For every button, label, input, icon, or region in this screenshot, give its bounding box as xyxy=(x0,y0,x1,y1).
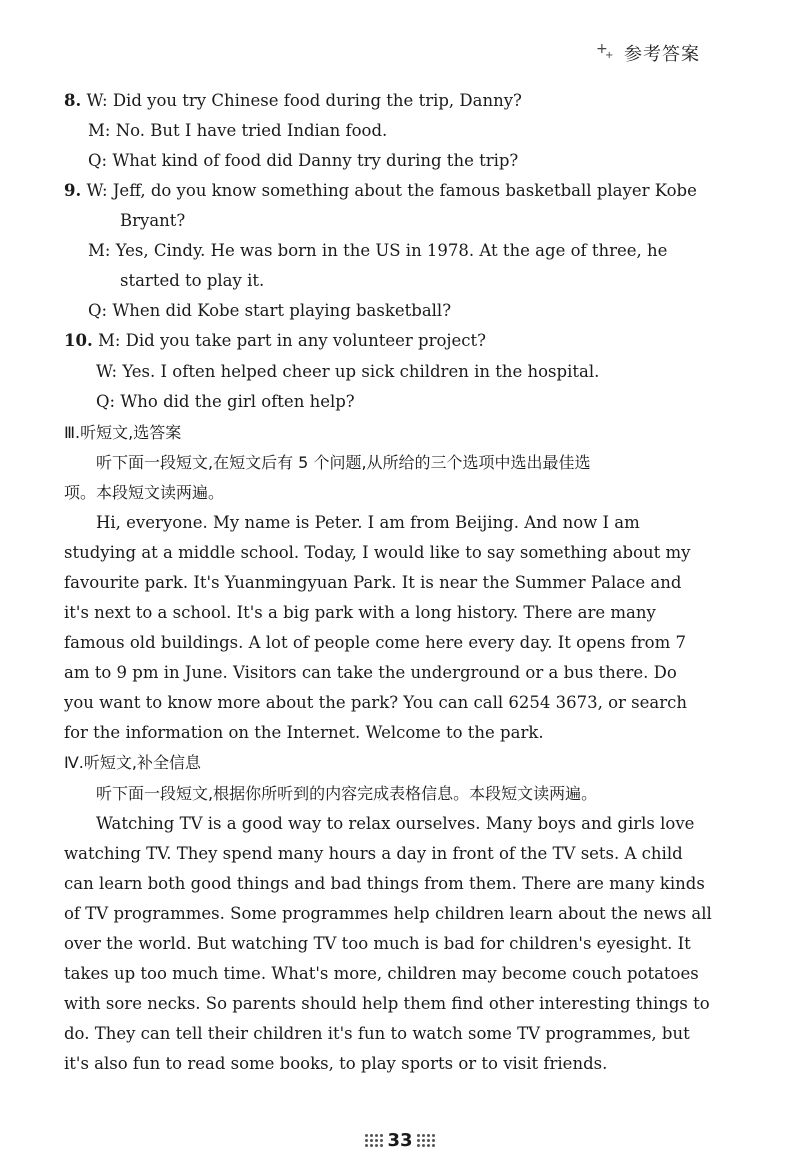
page-header xyxy=(596,40,700,66)
dialogue-9-q: Q: When did Kobe start playing basketball? xyxy=(88,301,452,320)
dialogue-number: 8. xyxy=(64,91,82,110)
dialogue-9-m: M: Yes, Cindy. He was born in the US in 1978. At the age of three, he xyxy=(88,241,668,260)
dialogue-9-w xyxy=(64,183,697,200)
section-4-passage-line: can learn both good things and bad things from them. There are many kinds xyxy=(64,874,705,893)
section-3-passage-line: favourite park. It's Yuanmingyuan Park. It is near the Summer Palace and xyxy=(64,573,682,592)
section-3-passage-line: am to 9 pm in June. Visitors can take the underground or a bus there. Do xyxy=(64,663,677,682)
dots-ornament-icon xyxy=(417,1134,435,1147)
section-4-passage-line: over the world. But watching TV too much is bad for children's eyesight. It xyxy=(64,934,691,953)
dialogue-10-q: Q: Who did the girl often help? xyxy=(96,392,355,411)
dialogue-8-q: Q: What kind of food did Danny try during the trip? xyxy=(88,151,519,170)
dialogue-10-m xyxy=(64,333,486,350)
section-4-passage-line: Watching TV is a good way to relax ourselves. Many boys and girls love xyxy=(96,814,695,833)
dialogue-8-w xyxy=(64,93,522,110)
section-3-passage-line: studying at a middle school. Today, I would like to say something about my xyxy=(64,543,691,562)
dialogue-number: 10. xyxy=(64,331,93,350)
section-4-passage-line: of TV programmes. Some programmes help children learn about the news all xyxy=(64,904,712,923)
section-3-instruction: 听下面一段短文,在短文后有 5 个问题,从所给的三个选项中选出最佳选 xyxy=(96,453,591,472)
dialogue-9-w-cont: Bryant? xyxy=(120,211,186,230)
header-title: 参考答案 xyxy=(624,44,700,65)
dialogue-text: M: Did you take part in any volunteer project? xyxy=(97,331,486,350)
section-3-passage-line: for the information on the Internet. Welcome to the park. xyxy=(64,723,544,742)
page-number: 33 xyxy=(387,1130,413,1151)
dialogue-9-m-cont: started to play it. xyxy=(120,271,265,290)
dialogue-text: W: Did you try Chinese food during the trip, Danny? xyxy=(86,91,522,110)
dialogue-number: 9. xyxy=(64,181,82,200)
section-3-instruction-cont: 项。本段短文读两遍。 xyxy=(64,483,225,502)
section-4-passage-line: with sore necks. So parents should help them find other interesting things to xyxy=(64,994,710,1013)
sparkle-icon: + + xyxy=(596,41,614,61)
section-3-passage-line: it's next to a school. It's a big park with a long history. There are many xyxy=(64,603,656,622)
section-4-passage-line: takes up too much time. What's more, children may become couch potatoes xyxy=(64,964,699,983)
dots-ornament-icon xyxy=(365,1134,383,1147)
section-4-instruction: 听下面一段短文,根据你所听到的内容完成表格信息。本段短文读两遍。 xyxy=(96,784,598,803)
section-4-passage-line: watching TV. They spend many hours a day in front of the TV sets. A child xyxy=(64,844,683,863)
section-4-heading: Ⅳ.听短文,补全信息 xyxy=(64,753,201,772)
section-4-passage-line: it's also fun to read some books, to play sports or to visit friends. xyxy=(64,1054,608,1073)
section-3-passage-line: you want to know more about the park? You can call 6254 3673, or search xyxy=(64,693,687,712)
page-footer xyxy=(0,1130,800,1151)
dialogue-text: W: Jeff, do you know something about the famous basketball player Kobe xyxy=(86,181,697,200)
section-3-heading: Ⅲ.听短文,选答案 xyxy=(64,423,182,442)
dialogue-8-m: M: No. But I have tried Indian food. xyxy=(88,121,388,140)
section-3-passage-line: famous old buildings. A lot of people come here every day. It opens from 7 xyxy=(64,633,687,652)
dialogue-10-w: W: Yes. I often helped cheer up sick children in the hospital. xyxy=(96,362,600,381)
section-4-passage-line: do. They can tell their children it's fun to watch some TV programmes, but xyxy=(64,1024,690,1043)
section-3-passage-line: Hi, everyone. My name is Peter. I am from Beijing. And now I am xyxy=(96,513,640,532)
